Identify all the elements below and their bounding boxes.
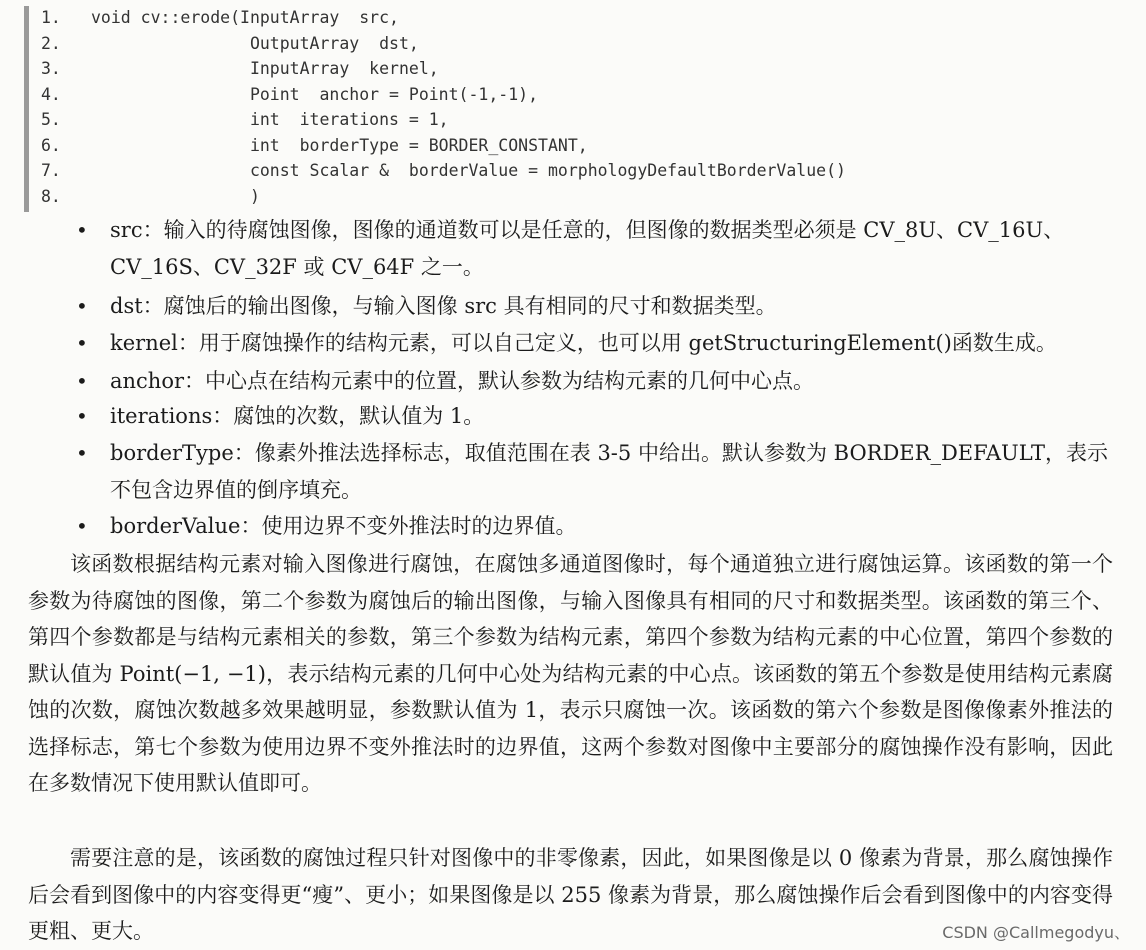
bullet-icon: •: [76, 331, 88, 355]
body-paragraph: 需要注意的是，该函数的腐蚀过程只针对图像中的非零像素，因此，如果图像是以 0 像素为背景，那么腐蚀操作后会看到图像中的内容变得更“瘦”、更小；如果图像是以 255 像素为背景，那么腐蚀操作后会看到图像中的内容变得更粗、更大。: [28, 846, 1113, 943]
bullet-icon: •: [76, 514, 88, 538]
bullet-icon: •: [76, 294, 88, 318]
param-description: dst：腐蚀后的输出图像，与输入图像 src 具有相同的尺寸和数据类型。: [110, 294, 777, 318]
body-paragraph: 该函数根据结构元素对输入图像进行腐蚀，在腐蚀多通道图像时，每个通道独立进行腐蚀运算。该函数的第一个参数为待腐蚀的图像，第二个参数为腐蚀后的输出图像，与输入图像具有相同的尺寸和数据类型。该函数的第三个、第四个参数都是与结构元素相关的参数，第三个参数为结构元素，第四个参数为结构元素的中心位置，第四个参数的默认值为 Point(−1, −1)，表示结构元素的几何中心处为结构元素的中心点。该函数的第五个参数是使用结构元素腐蚀的次数，腐蚀次数越多效果越明显，参数默认值为 1，表示只腐蚀一次。该函数的第六个参数是图像像素外推法的选择标志，第七个参数为使用边界不变外推法时的边界值，这两个参数对图像中主要部分的腐蚀操作没有影响，因此在多数情况下使用默认值即可。: [28, 552, 1113, 795]
code-text: OutputArray dst,: [91, 33, 419, 53]
code-line: [41, 159, 846, 183]
code-text: int iterations = 1,: [91, 110, 449, 129]
bullet-icon: •: [76, 218, 88, 242]
code-line: [41, 32, 419, 56]
line-number: 8.: [41, 186, 61, 206]
param-description: anchor：中心点在结构元素中的位置，默认参数为结构元素的几何中心点。: [110, 369, 815, 393]
code-line: [41, 134, 588, 158]
line-number: 4.: [41, 84, 61, 104]
bullet-icon: •: [76, 441, 88, 465]
code-line: [41, 185, 260, 209]
code-text: const Scalar & borderValue = morphologyDefaultBorderValue(): [91, 161, 846, 180]
line-number: 5.: [41, 110, 61, 129]
param-description: kernel：用于腐蚀操作的结构元素，可以自己定义，也可以用 getStructuringElement()函数生成。: [110, 331, 1057, 355]
param-description: iterations：腐蚀的次数，默认值为 1。: [110, 404, 485, 428]
param-description: borderValue：使用边界不变外推法时的边界值。: [110, 514, 577, 538]
code-line: [41, 6, 399, 30]
code-text: ): [91, 186, 260, 206]
line-number: 7.: [41, 161, 61, 180]
code-text: void cv::erode(InputArray src,: [91, 8, 399, 27]
code-line: [41, 57, 439, 81]
csdn-watermark: CSDN @Callmegodyu、: [942, 923, 1130, 942]
bullet-icon: •: [76, 404, 88, 428]
code-block: [24, 6, 1129, 212]
code-line: [41, 83, 538, 107]
code-text: Point anchor = Point(-1,-1),: [91, 84, 539, 104]
param-description: src：输入的待腐蚀图像，图像的通道数可以是任意的，但图像的数据类型必须是 CV_8U、CV_16U、CV_16S、CV_32F 或 CV_64F 之一。: [110, 218, 1065, 279]
line-number: 3.: [41, 59, 61, 78]
param-description: borderType：像素外推法选择标志，取值范围在表 3-5 中给出。默认参数为 BORDER_DEFAULT，表示不包含边界值的倒序填充。: [110, 441, 1108, 502]
line-number: 1.: [41, 8, 61, 27]
bullet-icon: •: [76, 369, 88, 393]
code-line: [41, 108, 449, 132]
code-text: int borderType = BORDER_CONSTANT,: [91, 135, 588, 155]
line-number: 2.: [41, 33, 61, 53]
code-text: InputArray kernel,: [91, 59, 439, 78]
line-number: 6.: [41, 135, 61, 155]
